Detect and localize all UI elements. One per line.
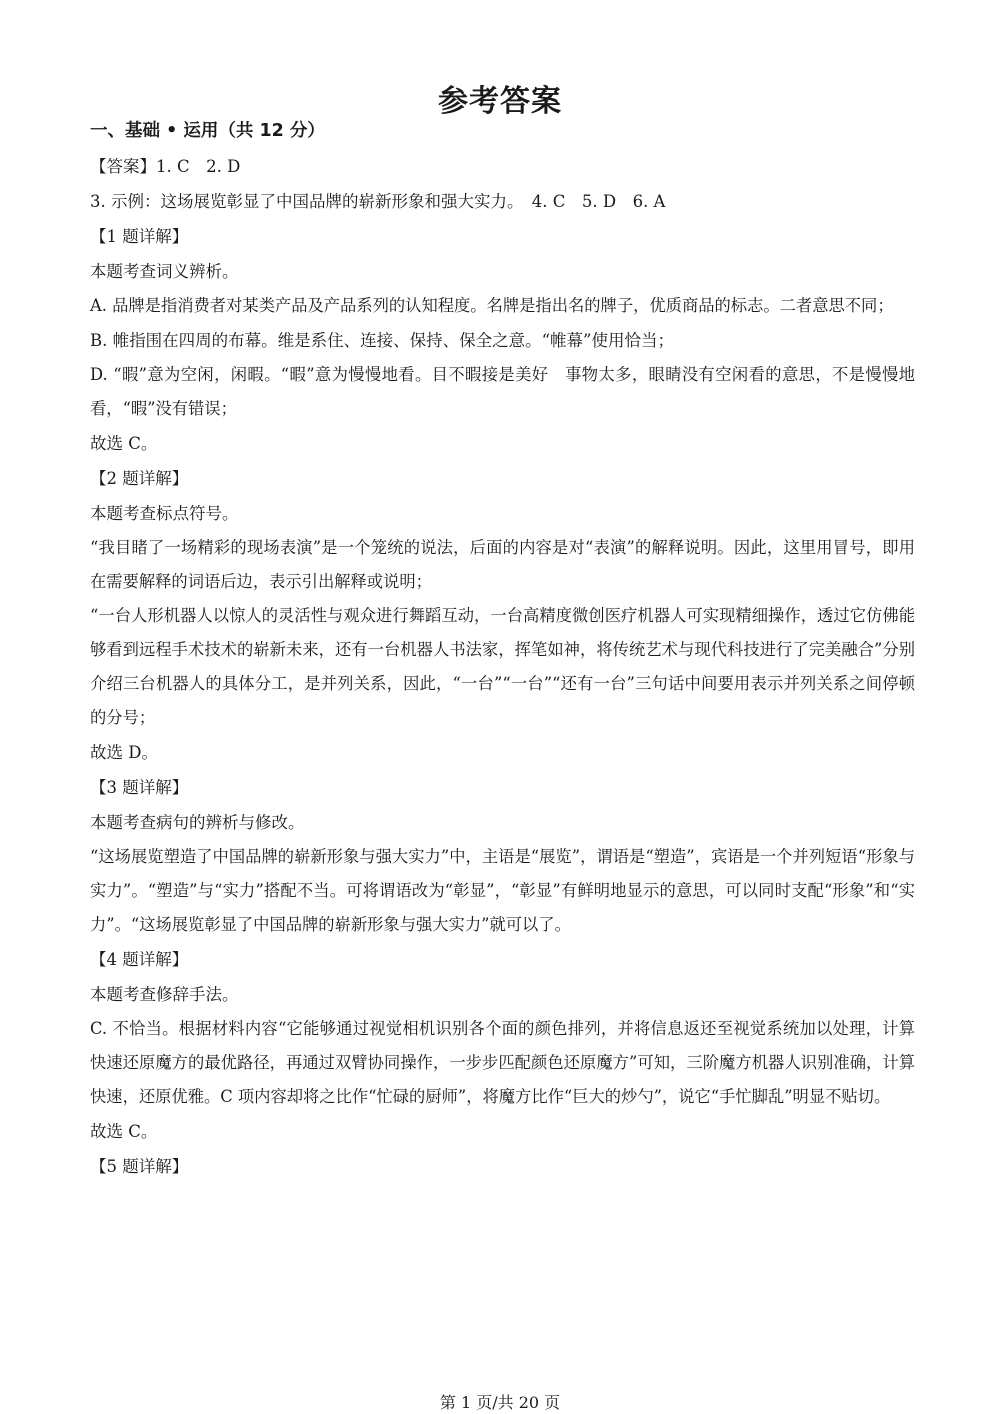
- q1-label: 【1 题详解】: [90, 227, 189, 246]
- q2-paragraph-1: “我目睹了一场精彩的现场表演”是一个笼统的说法，后面的内容是对“表演”的解释说明。因此，这里用冒号，即用在需要解释的词语后边，表示引出解释或说明；: [90, 538, 915, 591]
- q3-label: 【3 题详解】: [90, 778, 189, 797]
- q2-label: 【2 题详解】: [90, 469, 189, 488]
- answer-line-1: 【答案】1. C 2. D: [90, 157, 241, 176]
- q2-conclusion: 故选 D。: [90, 743, 158, 762]
- q1-option-a: A. 品牌是指消费者对某类产品及产品系列的认知程度。名牌是指出名的牌子，优质商品的标志。二者意思不同；: [90, 296, 894, 315]
- q3-paragraph-1: “这场展览塑造了中国品牌的崭新形象与强大实力”中，主语是“展览”，谓语是“塑造”，宾语是一个并列短语“形象与实力”。“塑造”与“实力”搭配不当。可将谓语改为“彰显”，“彰显”有鲜明地显示的意思，可以同时支配“形象”和“实力”。“这场展览彰显了中国品牌的崭新形象与强大实力”就可以了。: [90, 847, 915, 934]
- q2-paragraph-2: “一台人形机器人以惊人的灵活性与观众进行舞蹈互动，一台高精度微创医疗机器人可实现精细操作，透过它仿佛能够看到远程手术技术的崭新未来，还有一台机器人书法家，挥笔如神，将传统艺术与现代科技进行了完美融合”分别介绍三台机器人的具体分工，是并列关系，因此，“一台”“一台”“还有一台”三句话中间要用表示并列关系之间停顿的分号；: [90, 606, 915, 727]
- q5-label: 【5 题详解】: [90, 1157, 189, 1176]
- page-content: [90, 114, 915, 1184]
- q1-option-b: B. 帷指围在四周的布幕。维是系住、连接、保持、保全之意。“帷幕”使用恰当；: [90, 331, 674, 350]
- section-heading: 一、基础 • 运用（共 12 分）: [90, 121, 325, 141]
- q4-conclusion: 故选 C。: [90, 1122, 158, 1141]
- q4-intro: 本题考查修辞手法。: [90, 985, 239, 1004]
- answer-line-2: 3. 示例：这场展览彰显了中国品牌的崭新形象和强大实力。 4. C 5. D 6. A: [90, 192, 666, 211]
- page-footer: 第 1 页/共 20 页: [439, 1393, 561, 1412]
- page-title: 参考答案: [438, 84, 562, 119]
- q2-intro: 本题考查标点符号。: [90, 504, 239, 523]
- q1-intro: 本题考查词义辨析。: [90, 262, 239, 281]
- q4-paragraph-1: C. 不恰当。根据材料内容“它能够通过视觉相机识别各个面的颜色排列，并将信息返还至视觉系统加以处理，计算快速还原魔方的最优路径，再通过双臂协同操作，一步步匹配颜色还原魔方”可知，三阶魔方机器人识别准确，计算快速，还原优雅。C 项内容却将之比作“忙碌的厨师”，将魔方比作“巨大的炒勺”，说它“手忙脚乱”明显不贴切。: [90, 1019, 915, 1106]
- q3-intro: 本题考查病句的辨析与修改。: [90, 813, 305, 832]
- q4-label: 【4 题详解】: [90, 950, 189, 969]
- q1-conclusion: 故选 C。: [90, 434, 158, 453]
- q1-option-d: D. “暇”意为空闲，闲暇。“暇”意为慢慢地看。目不暇接是美好 事物太多，眼睛没有空闲看的意思，不是慢慢地看，“暇”没有错误；: [90, 365, 915, 418]
